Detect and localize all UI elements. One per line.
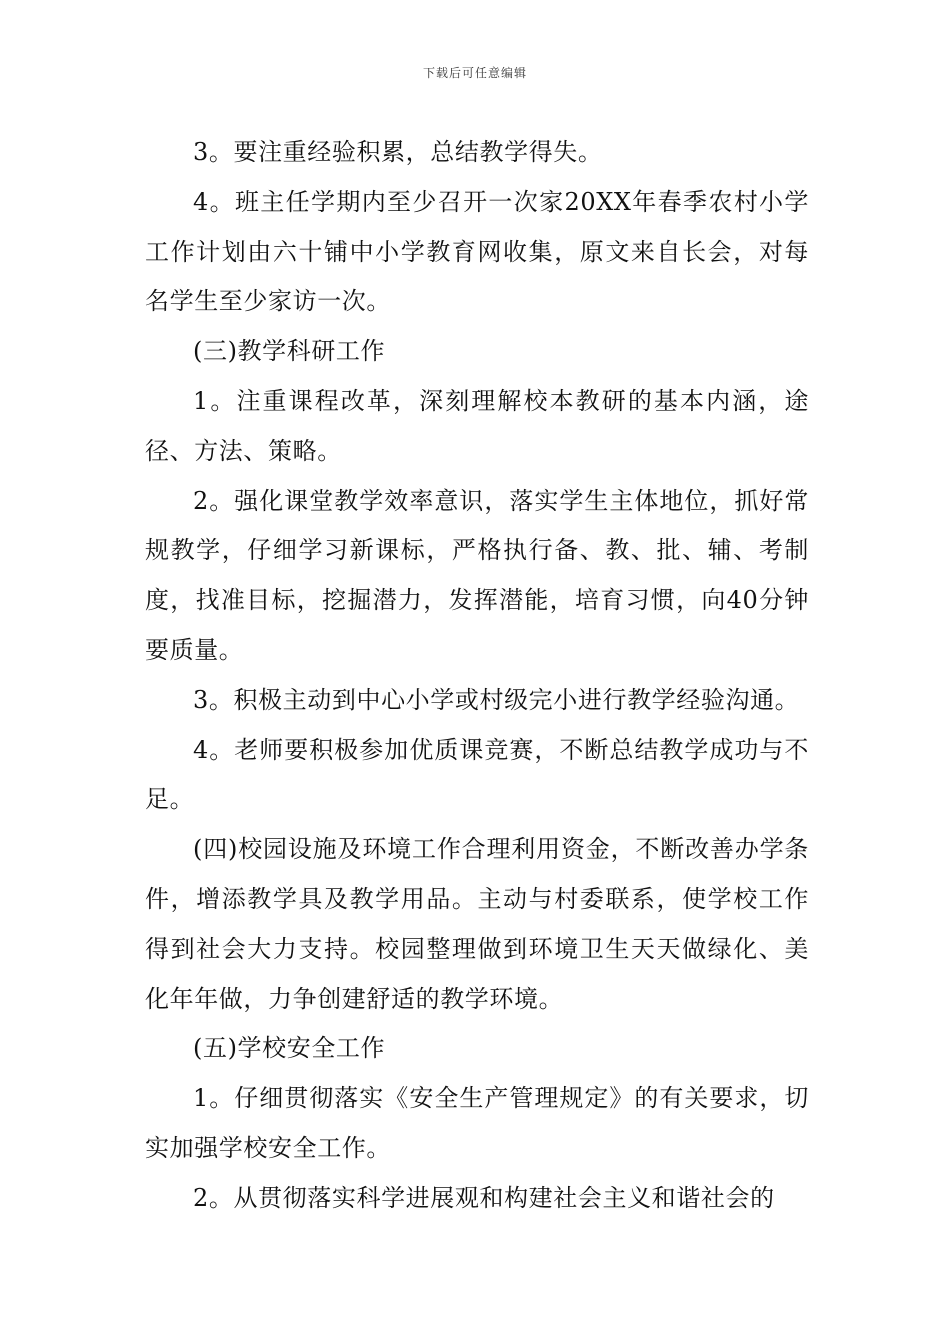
- paragraph: 2。强化课堂教学效率意识，落实学生主体地位，抓好常规教学，仔细学习新课标，严格执行备、教、批、辅、考制度，找准目标，挖掘潜力，发挥潜能，培育习惯，向40分钟要质量。: [145, 486, 809, 664]
- section-heading: (三)教学科研工作: [193, 337, 386, 366]
- section-heading: (五)学校安全工作: [193, 1034, 386, 1063]
- document-body: [145, 128, 809, 1224]
- paragraph: 4。老师要积极参加优质课竞赛，不断总结教学成功与不足。: [145, 735, 809, 814]
- paragraph: 1。仔细贯彻落实《安全生产管理规定》的有关要求，切实加强学校安全工作。: [145, 1084, 809, 1162]
- paragraph: 3。积极主动到中心小学或村级完小进行教学经验沟通。: [193, 685, 800, 714]
- page-header: 下载后可任意编辑: [422, 66, 527, 80]
- paragraph: 4。班主任学期内至少召开一次家20XX年春季农村小学工作计划由六十铺中小学教育网收集，原文来自长会，对每名学生至少家访一次。: [145, 187, 809, 316]
- paragraph: 2。从贯彻落实科学进展观和构建社会主义和谐社会的: [193, 1183, 775, 1212]
- paragraph: 1。注重课程改革，深刻理解校本教研的基本内涵，途径、方法、策略。: [145, 386, 809, 465]
- paragraph: 3。要注重经验积累，总结教学得失。: [193, 138, 603, 166]
- paragraph: (四)校园设施及环境工作合理利用资金，不断改善办学条件，增添教学具及教学用品。主动与村委联系，使学校工作得到社会大力支持。校园整理做到环境卫生天天做绿化、美化年年做，力争创建舒适的教学环境。: [145, 835, 809, 1013]
